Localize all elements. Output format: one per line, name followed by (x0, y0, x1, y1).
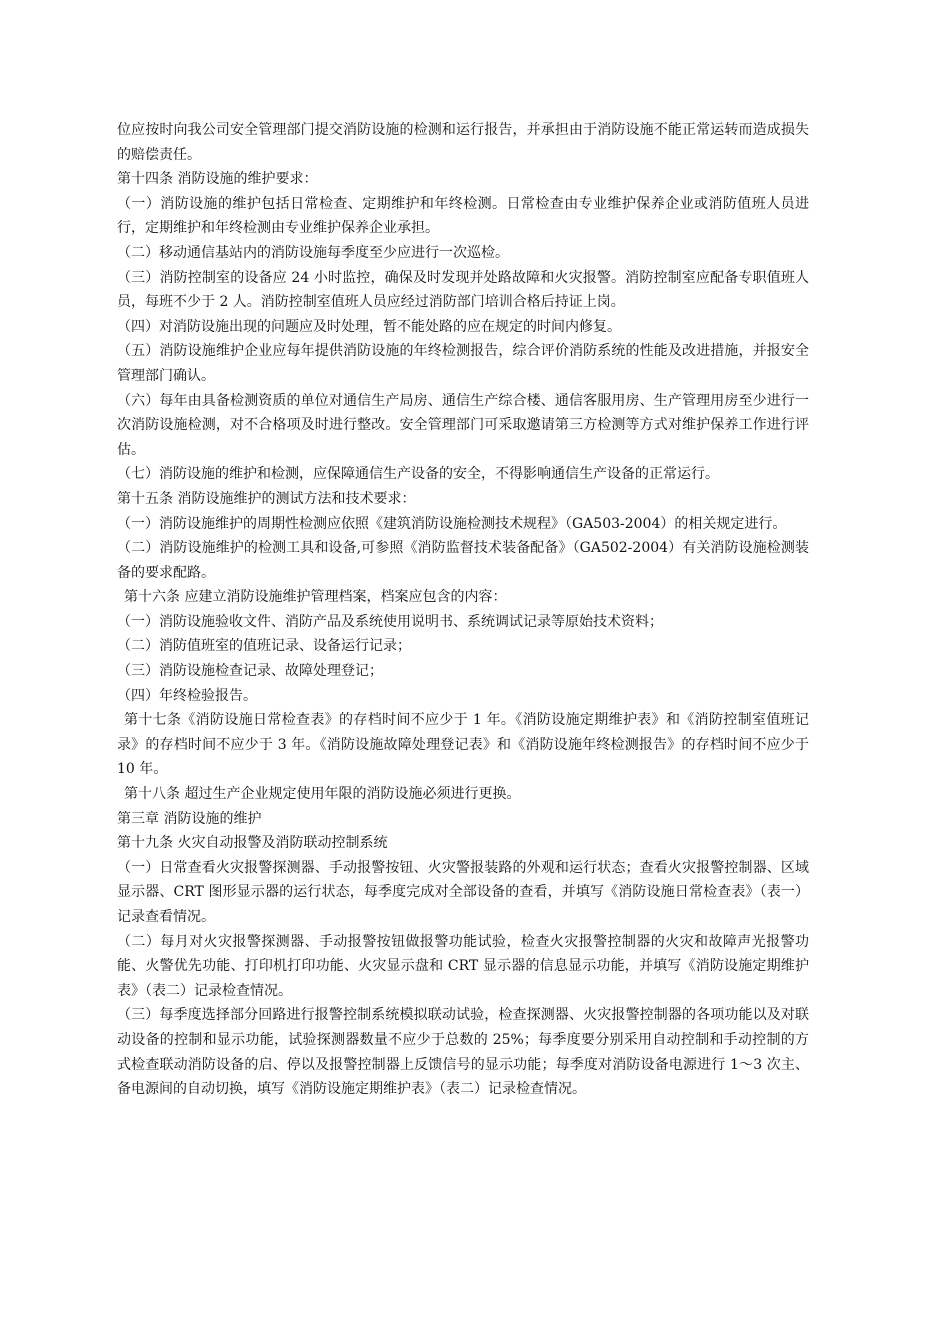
chapter-3-heading: 第三章 消防设施的维护 (117, 810, 262, 827)
paragraph-19-1: （一）日常查看火灾报警探测器、手动报警按钮、火灾警报装路的外观和运行状态；查看火灾报警控制器、区域显示器、CRT 图形显示器的运行状态，每季度完成对全部设备的查看，并填写《消防设施日常检查表》（表一）记录查看情况。 (117, 859, 809, 925)
paragraph-continuation: 位应按时向我公司安全管理部门提交消防设施的检测和运行报告，并承担由于消防设施不能正常运转而造成损失的赔偿责任。 (117, 122, 809, 163)
paragraph-14-1: （一）消防设施的维护包括日常检查、定期维护和年终检测。日常检查由专业维护保养企业或消防值班人员进行，定期维护和年终检测由专业维护保养企业承担。 (117, 195, 809, 237)
paragraph-15-1: （一）消防设施维护的周期性检测应依照《建筑消防设施检测技术规程》（GA503-2004）的相关规定进行。 (117, 515, 787, 532)
article-19-heading: 第十九条 火灾自动报警及消防联动控制系统 (117, 835, 388, 852)
paragraph-16-2: （二）消防值班室的值班记录、设备运行记录； (117, 638, 411, 655)
paragraph-14-7: （七）消防设施的维护和检测，应保障通信生产设备的安全，不得影响通信生产设备的正常运行。 (117, 466, 719, 483)
article-18: 第十八条 超过生产企业规定使用年限的消防设施必须进行更换。 (124, 786, 521, 803)
paragraph-15-2: （二）消防设施维护的检测工具和设备,可参照《消防监督技术装备配备》（GA502-2004）有关消防设施检测装备的要求配路。 (117, 540, 809, 581)
paragraph-14-2: （二）移动通信基站内的消防设施每季度至少应进行一次巡检。 (117, 244, 509, 261)
paragraph-19-3: （三）每季度选择部分回路进行报警控制系统模拟联动试验，检查探测器、火灾报警控制器的各项功能以及对联动设备的控制和显示功能，试验探测器数量不应少于总数的 25%；每季度要分别采用自动控制和手动控制的方式检查联动消防设备的启、停以及报警控制器上反馈信号的显示功能；每季度对消防设备电源进行 1～3 次主、备电源间的自动切换，填写《消防设施定期维护表》（表二）记录检查情况。 (117, 1007, 809, 1098)
article-17: 第十七条《消防设施日常检查表》的存档时间不应少于 1 年。《消防设施定期维护表》和《消防控制室值班记录》的存档时间不应少于 3 年。《消防设施故障处理登记表》和《消防设施年终检测报告》的存档时间不应少于 10 年。 (117, 712, 809, 778)
article-15-heading: 第十五条 消防设施维护的测试方法和技术要求： (117, 490, 416, 507)
paragraph-19-2: （二）每月对火灾报警探测器、手动报警按钮做报警功能试验，检查火灾报警控制器的火灾和故障声光报警功能、火警优先功能、打印机打印功能、火灾显示盘和 CRT 显示器的信息显示功能，并填写《消防设施定期维护表》（表二）记录检查情况。 (117, 933, 809, 999)
paragraph-14-6: （六）每年由具备检测资质的单位对通信生产局房、通信生产综合楼、通信客服用房、生产管理用房至少进行一次消防设施检测，对不合格项及时进行整改。安全管理部门可采取邀请第三方检测等方式对维护保养工作进行评估。 (117, 392, 809, 458)
paragraph-14-5: （五）消防设施维护企业应每年提供消防设施的年终检测报告，综合评价消防系统的性能及改进措施，并报安全管理部门确认。 (117, 343, 809, 384)
paragraph-16-4: （四）年终检验报告。 (117, 687, 257, 704)
paragraph-16-1: （一）消防设施验收文件、消防产品及系统使用说明书、系统调试记录等原始技术资料； (117, 613, 663, 630)
document-page (117, 118, 809, 1102)
article-16-heading: 第十六条 应建立消防设施维护管理档案，档案应包含的内容： (124, 589, 507, 606)
paragraph-14-3: （三）消防控制室的设备应 24 小时监控，确保及时发现并处路故障和火灾报警。消防控制室应配备专职值班人员，每班不少于 2 人。消防控制室值班人员应经过消防部门培训合格后持证上岗。 (117, 269, 809, 311)
article-14-heading: 第十四条 消防设施的维护要求： (117, 171, 318, 188)
paragraph-16-3: （三）消防设施检查记录、故障处理登记； (117, 663, 383, 680)
paragraph-14-4: （四）对消防设施出现的问题应及时处理，暂不能处路的应在规定的时间内修复。 (117, 318, 621, 335)
